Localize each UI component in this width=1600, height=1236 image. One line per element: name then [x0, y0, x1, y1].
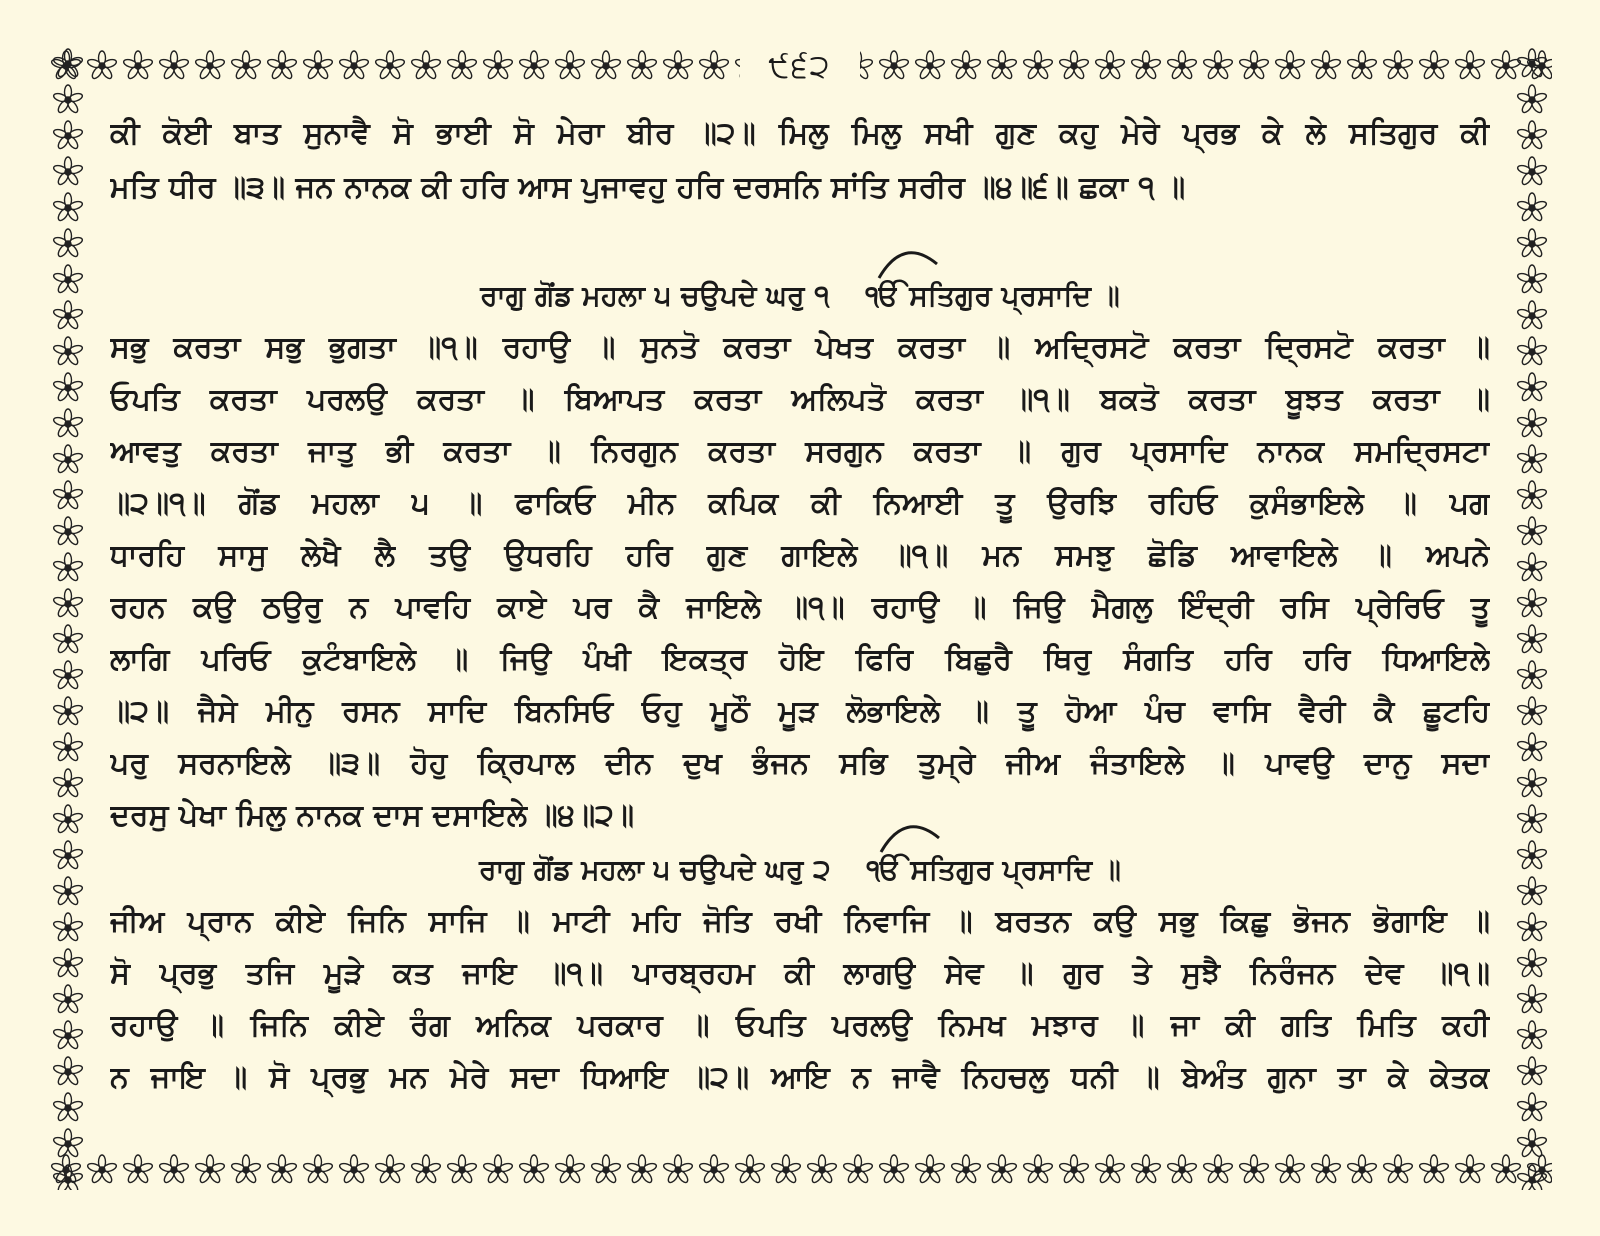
section-heading — [110, 844, 1490, 896]
floral-border-bottom — [48, 1150, 1552, 1190]
verse-line: ਰਹਾਉ ॥ ਜਿਨਿ ਕੀਏ ਰੰਗ ਅਨਿਕ ਪਰਕਾਰ ॥ ਓਪਤਿ ਪਰਲਉ ਨਿਮਖ ਮਝਾਰ ॥ ਜਾ ਕੀ ਗਤਿ ਮਿਤਿ ਕਹੀ — [110, 1008, 1490, 1043]
section-heading — [110, 270, 1490, 322]
verse-line: ਰਹਨ ਕਉ ਠਉਰੁ ਨ ਪਾਵਹਿ ਕਾਏ ਪਰ ਕੈ ਜਾਇਲੇ ॥੧॥ ਰਹਾਉ ॥ ਜਿਉ ਮੈਗਲੁ ਇੰਦ੍ਰੀ ਰਸਿ ਪ੍ਰੇਰਿਓ ਤੂ — [110, 590, 1490, 625]
floral-border-right — [1512, 46, 1552, 1190]
page-number: ੯੬੨ — [740, 44, 860, 88]
verse-line: ॥੨॥੧॥ ਗੋਂਡ ਮਹਲਾ ੫ ॥ ਫਾਕਿਓ ਮੀਨ ਕਪਿਕ ਕੀ ਨਿਆਈ ਤੂ ਉਰਝਿ ਰਹਿਓ ਕੁਸੰਭਾਇਲੇ ॥ ਪਗ — [110, 486, 1490, 521]
raag-heading: ਰਾਗੁ ਗੋਂਡ ਮਹਲਾ ੫ ਚਉਪਦੇ ਘਰੁ ੧ — [480, 279, 830, 312]
text-body — [110, 108, 1490, 1144]
ik-onkar-arc-icon — [875, 816, 955, 856]
verse-line: ਦਰਸੁ ਪੇਖਾ ਮਿਲੁ ਨਾਨਕ ਦਾਸ ਦਸਾਇਲੇ ॥੪॥੨॥ — [110, 798, 635, 833]
ik-onkar-arc-icon — [873, 242, 953, 282]
verse-line: ਜੀਅ ਪ੍ਰਾਨ ਕੀਏ ਜਿਨਿ ਸਾਜਿ ॥ ਮਾਟੀ ਮਹਿ ਜੋਤਿ ਰਖੀ ਨਿਵਾਜਿ ॥ ਬਰਤਨ ਕਉ ਸਭੁ ਕਿਛੁ ਭੋਜਨ ਭੋਗਾਇ ॥ — [110, 904, 1490, 939]
verse-line: ਧਾਰਹਿ ਸਾਸੁ ਲੇਖੈ ਲੈ ਤਉ ਉਧਰਹਿ ਹਰਿ ਗੁਣ ਗਾਇਲੇ ॥੧॥ ਮਨ ਸਮਝੁ ਛੋਡਿ ਆਵਾਇਲੇ ॥ ਅਪਨੇ — [110, 538, 1490, 573]
verse-line: ਪਰੁ ਸਰਨਾਇਲੇ ॥੩॥ ਹੋਹੁ ਕ੍ਰਿਪਾਲ ਦੀਨ ਦੁਖ ਭੰਜਨ ਸਭਿ ਤੁਮ੍ਰੇ ਜੀਅ ਜੰਤਾਇਲੇ ॥ ਪਾਵਉ ਦਾਨੁ ਸਦਾ — [110, 746, 1490, 781]
mool-mantar — [867, 844, 1121, 896]
verse-line: ਲਾਗਿ ਪਰਿਓ ਕੁਟੰਬਾਇਲੇ ॥ ਜਿਉ ਪੰਖੀ ਇਕਤ੍ਰ ਹੋਇ ਫਿਰਿ ਬਿਛੁਰੈ ਥਿਰੁ ਸੰਗਤਿ ਹਰਿ ਹਰਿ ਧਿਆਇਲੇ — [110, 642, 1490, 677]
verse-line: ਕੀ ਕੋਈ ਬਾਤ ਸੁਨਾਵੈ ਸੋ ਭਾਈ ਸੋ ਮੇਰਾ ਬੀਰ ॥੨॥ ਮਿਲੁ ਮਿਲੁ ਸਖੀ ਗੁਣ ਕਹੁ ਮੇਰੇ ਪ੍ਰਭ ਕੇ ਲੇ ਸਤਿਗੁਰ ਕੀ — [110, 116, 1490, 151]
verse-line: ਸੋ ਪ੍ਰਭੁ ਤਜਿ ਮੂੜੇ ਕਤ ਜਾਇ ॥੧॥ ਪਾਰਬ੍ਰਹਮ ਕੀ ਲਾਗਉ ਸੇਵ ॥ ਗੁਰ ਤੇ ਸੁਝੈ ਨਿਰੰਜਨ ਦੇਵ ॥੧॥ — [110, 956, 1490, 991]
mool-mantar — [865, 270, 1119, 322]
verse-line: ਸਭੁ ਕਰਤਾ ਸਭੁ ਭੁਗਤਾ ॥੧॥ ਰਹਾਉ ॥ ਸੁਨਤੋ ਕਰਤਾ ਪੇਖਤ ਕਰਤਾ ॥ ਅਦ੍ਰਿਸਟੋ ਕਰਤਾ ਦ੍ਰਿਸਟੋ ਕਰਤਾ ॥ — [110, 330, 1490, 365]
raag-heading: ਰਾਗੁ ਗੋਂਡ ਮਹਲਾ ੫ ਚਉਪਦੇ ਘਰੁ ੨ — [479, 853, 831, 886]
verse-line: ਆਵਤੁ ਕਰਤਾ ਜਾਤੁ ਭੀ ਕਰਤਾ ॥ ਨਿਰਗੁਨ ਕਰਤਾ ਸਰਗੁਨ ਕਰਤਾ ॥ ਗੁਰ ਪ੍ਰਸਾਦਿ ਨਾਨਕ ਸਮਦ੍ਰਿਸਟਾ — [110, 434, 1490, 469]
mool-mantar-text: ੴ ਸਤਿਗੁਰ ਪ੍ਰਸਾਦਿ ॥ — [866, 853, 1121, 886]
verse-line: ॥੨॥ ਜੈਸੇ ਮੀਨੁ ਰਸਨ ਸਾਦਿ ਬਿਨਸਿਓ ਓਹੁ ਮੂਠੌ ਮੂੜ ਲੋਭਾਇਲੇ ॥ ਤੂ ਹੋਆ ਪੰਚ ਵਾਸਿ ਵੈਰੀ ਕੈ ਛੂਟਹਿ — [110, 694, 1490, 729]
verse-line: ਮਤਿ ਧੀਰ ॥੩॥ ਜਨ ਨਾਨਕ ਕੀ ਹਰਿ ਆਸ ਪੁਜਾਵਹੁ ਹਰਿ ਦਰਸਨਿ ਸਾਂਤਿ ਸਰੀਰ ॥੪॥੬॥ ਛਕਾ ੧ ॥ — [110, 170, 1186, 205]
mool-mantar-text: ੴ ਸਤਿਗੁਰ ਪ੍ਰਸਾਦਿ ॥ — [865, 279, 1120, 312]
floral-border-left — [48, 46, 88, 1190]
verse-line: ਨ ਜਾਇ ॥ ਸੋ ਪ੍ਰਭੁ ਮਨ ਮੇਰੇ ਸਦਾ ਧਿਆਇ ॥੨॥ ਆਇ ਨ ਜਾਵੈ ਨਿਹਚਲੁ ਧਨੀ ॥ ਬੇਅੰਤ ਗੁਨਾ ਤਾ ਕੇ ਕੇਤਕ — [110, 1060, 1490, 1095]
verse-line: ਓਪਤਿ ਕਰਤਾ ਪਰਲਉ ਕਰਤਾ ॥ ਬਿਆਪਤ ਕਰਤਾ ਅਲਿਪਤੋ ਕਰਤਾ ॥੧॥ ਬਕਤੋ ਕਰਤਾ ਬੂਝਤ ਕਰਤਾ ॥ — [110, 382, 1490, 417]
